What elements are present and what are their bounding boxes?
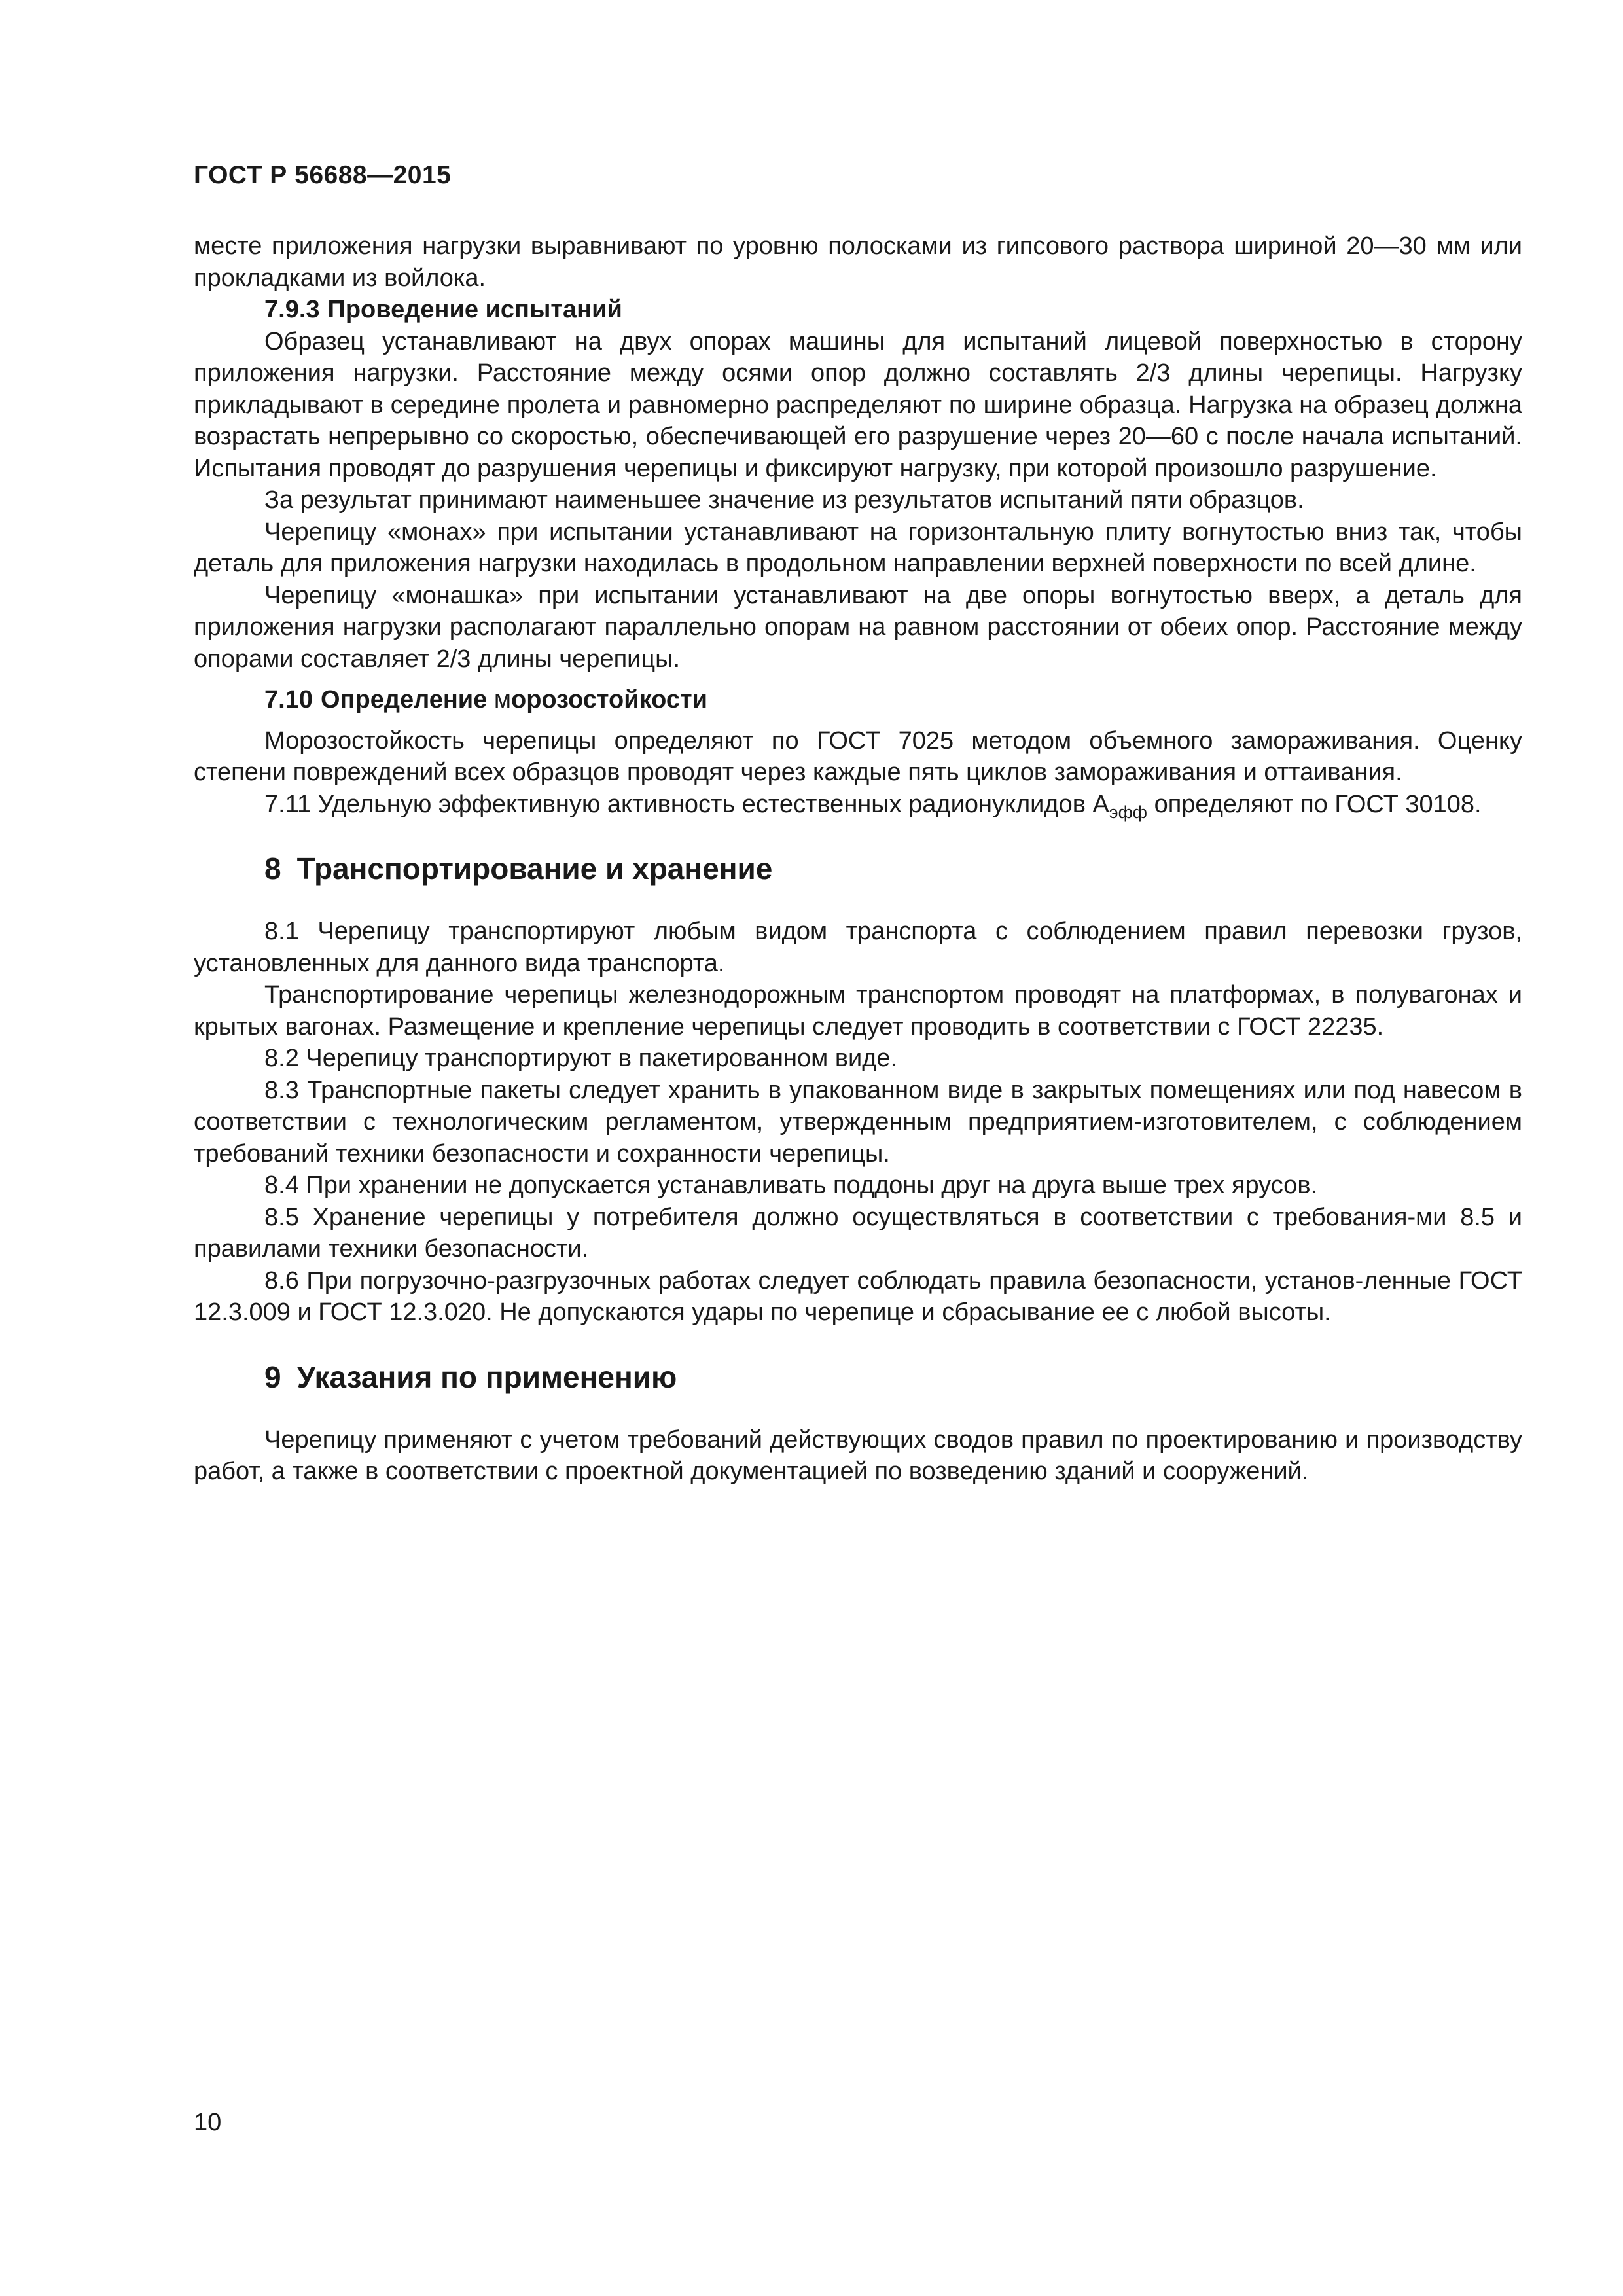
paragraph-intro: месте приложения нагрузки выравнивают по уровню полосками из гипсового раствора шириной 20—30 мм или прокладками из войлока.: [194, 232, 1522, 292]
paragraph-8-2: 8.2 Черепицу транспортируют в пакетированном виде.: [264, 1045, 898, 1072]
subsection-title: Проведение испытаний: [327, 296, 622, 323]
paragraph-8-6: 8.6 При погрузочно-разгрузочных работах следует соблюдать правила безопасности, установ-ленные ГОСТ 12.3.009 и ГОСТ 12.3.020. Не допускаются удары по черепице и сбрасывание ее с любой высоты.: [194, 1266, 1522, 1326]
section-title: Указания по применению: [296, 1359, 677, 1394]
paragraph-8-1-rail: Транспортирование черепицы железнодорожным транспортом проводят на платформах, в полувагонах и крытых вагонах. Размещение и крепление черепицы следует проводить в соответствии с ГОСТ 22235.: [194, 981, 1522, 1041]
subsection-number: 7.10: [264, 686, 313, 713]
page-number: 10: [194, 2109, 222, 2136]
subsection-number: 7.9.3: [264, 296, 320, 323]
paragraph-8-1: 8.1 Черепицу транспортируют любым видом транспорта с соблюдением правил перевозки грузов, установленных для данного вида транспорта.: [194, 918, 1522, 977]
paragraph-7-9-3-monakh: Черепицу «монах» при испытании устанавливают на горизонтальную плиту вогнутостью вниз так, чтобы деталь для приложения нагрузки находилась в продольном направлении верхней поверхности по всей длине.: [194, 518, 1522, 577]
paragraph-8-5: 8.5 Хранение черепицы у потребителя должно осуществляться в соответствии с требования-ми 8.5 и правилами техники безопасности.: [194, 1203, 1522, 1263]
section-number: 8: [264, 852, 281, 886]
subsection-heading-7-10: [194, 684, 1522, 716]
section-heading-8: [194, 849, 1522, 888]
subsection-heading-7-9-3: [194, 294, 1522, 326]
section-title: Транспортирование и хранение: [296, 852, 773, 886]
section-heading-9: [194, 1357, 1522, 1397]
paragraph-7-9-3-result: За результат принимают наименьшее значение из результатов испытаний пяти образцов.: [264, 486, 1304, 514]
subsection-title-bold: Определение: [320, 686, 488, 713]
subsection-title-rest: орозостойкости: [511, 686, 707, 713]
paragraph-7-10-frost: Морозостойкость черепицы определяют по ГОСТ 7025 методом объемного замораживания. Оценку степени повреждений всех образцов проводят через каждые пять циклов замораживания и оттаивания.: [194, 726, 1522, 786]
document-code-header: ГОСТ Р 56688—2015: [194, 161, 452, 189]
document-body: [194, 230, 1522, 1488]
paragraph-8-3: 8.3 Транспортные пакеты следует хранить в упакованном виде в закрытых помещениях или под навесом в соответствии с технологическим регламентом, утвержденным предприятием-изготовителем, с соблюдением требований техники безопасности и сохранности черепицы.: [194, 1076, 1522, 1168]
paragraph-9-application: Черепицу применяют с учетом требований действующих сводов правил по проектированию и производству работ, а также в соответствии с проектной документацией по возведению зданий и сооружений.: [194, 1426, 1522, 1485]
paragraph-7-9-3-monashka: Черепицу «монашка» при испытании устанавливают на две опоры вогнутостью вверх, а деталь для приложения нагрузки располагают параллельно опорам на равном расстоянии от обеих опор. Расстояние между опорами составляет 2/3 длины черепицы.: [194, 581, 1522, 673]
paragraph-8-4: 8.4 При хранении не допускается устанавливать поддоны друг на друга выше трех ярусов.: [264, 1172, 1318, 1199]
subscript-eff: эфф: [1109, 802, 1148, 822]
paragraph-7-11-after: определяют по ГОСТ 30108.: [1147, 790, 1482, 818]
paragraph-7-11-before: 7.11 Удельную эффективную активность естественных радионуклидов А: [264, 790, 1109, 818]
subsection-title-light: м: [493, 686, 511, 713]
section-number: 9: [264, 1359, 281, 1394]
paragraph-7-11-activity: [194, 789, 1522, 821]
paragraph-7-9-3-procedure: Образец устанавливают на двух опорах машины для испытаний лицевой поверхностью в сторону приложения нагрузки. Расстояние между осями опор должно составлять 2/3 длины черепицы. Нагрузку прикладывают в середине пролета и равномерно распределяют по ширине образца. Нагрузка на образец должна возрастать непрерывно со скоростью, обеспечивающей его разрушение через 20—60 с после начала испытаний. Испытания проводят до разрушения черепицы и фиксируют нагрузку, при которой произошло разрушение.: [194, 327, 1522, 482]
